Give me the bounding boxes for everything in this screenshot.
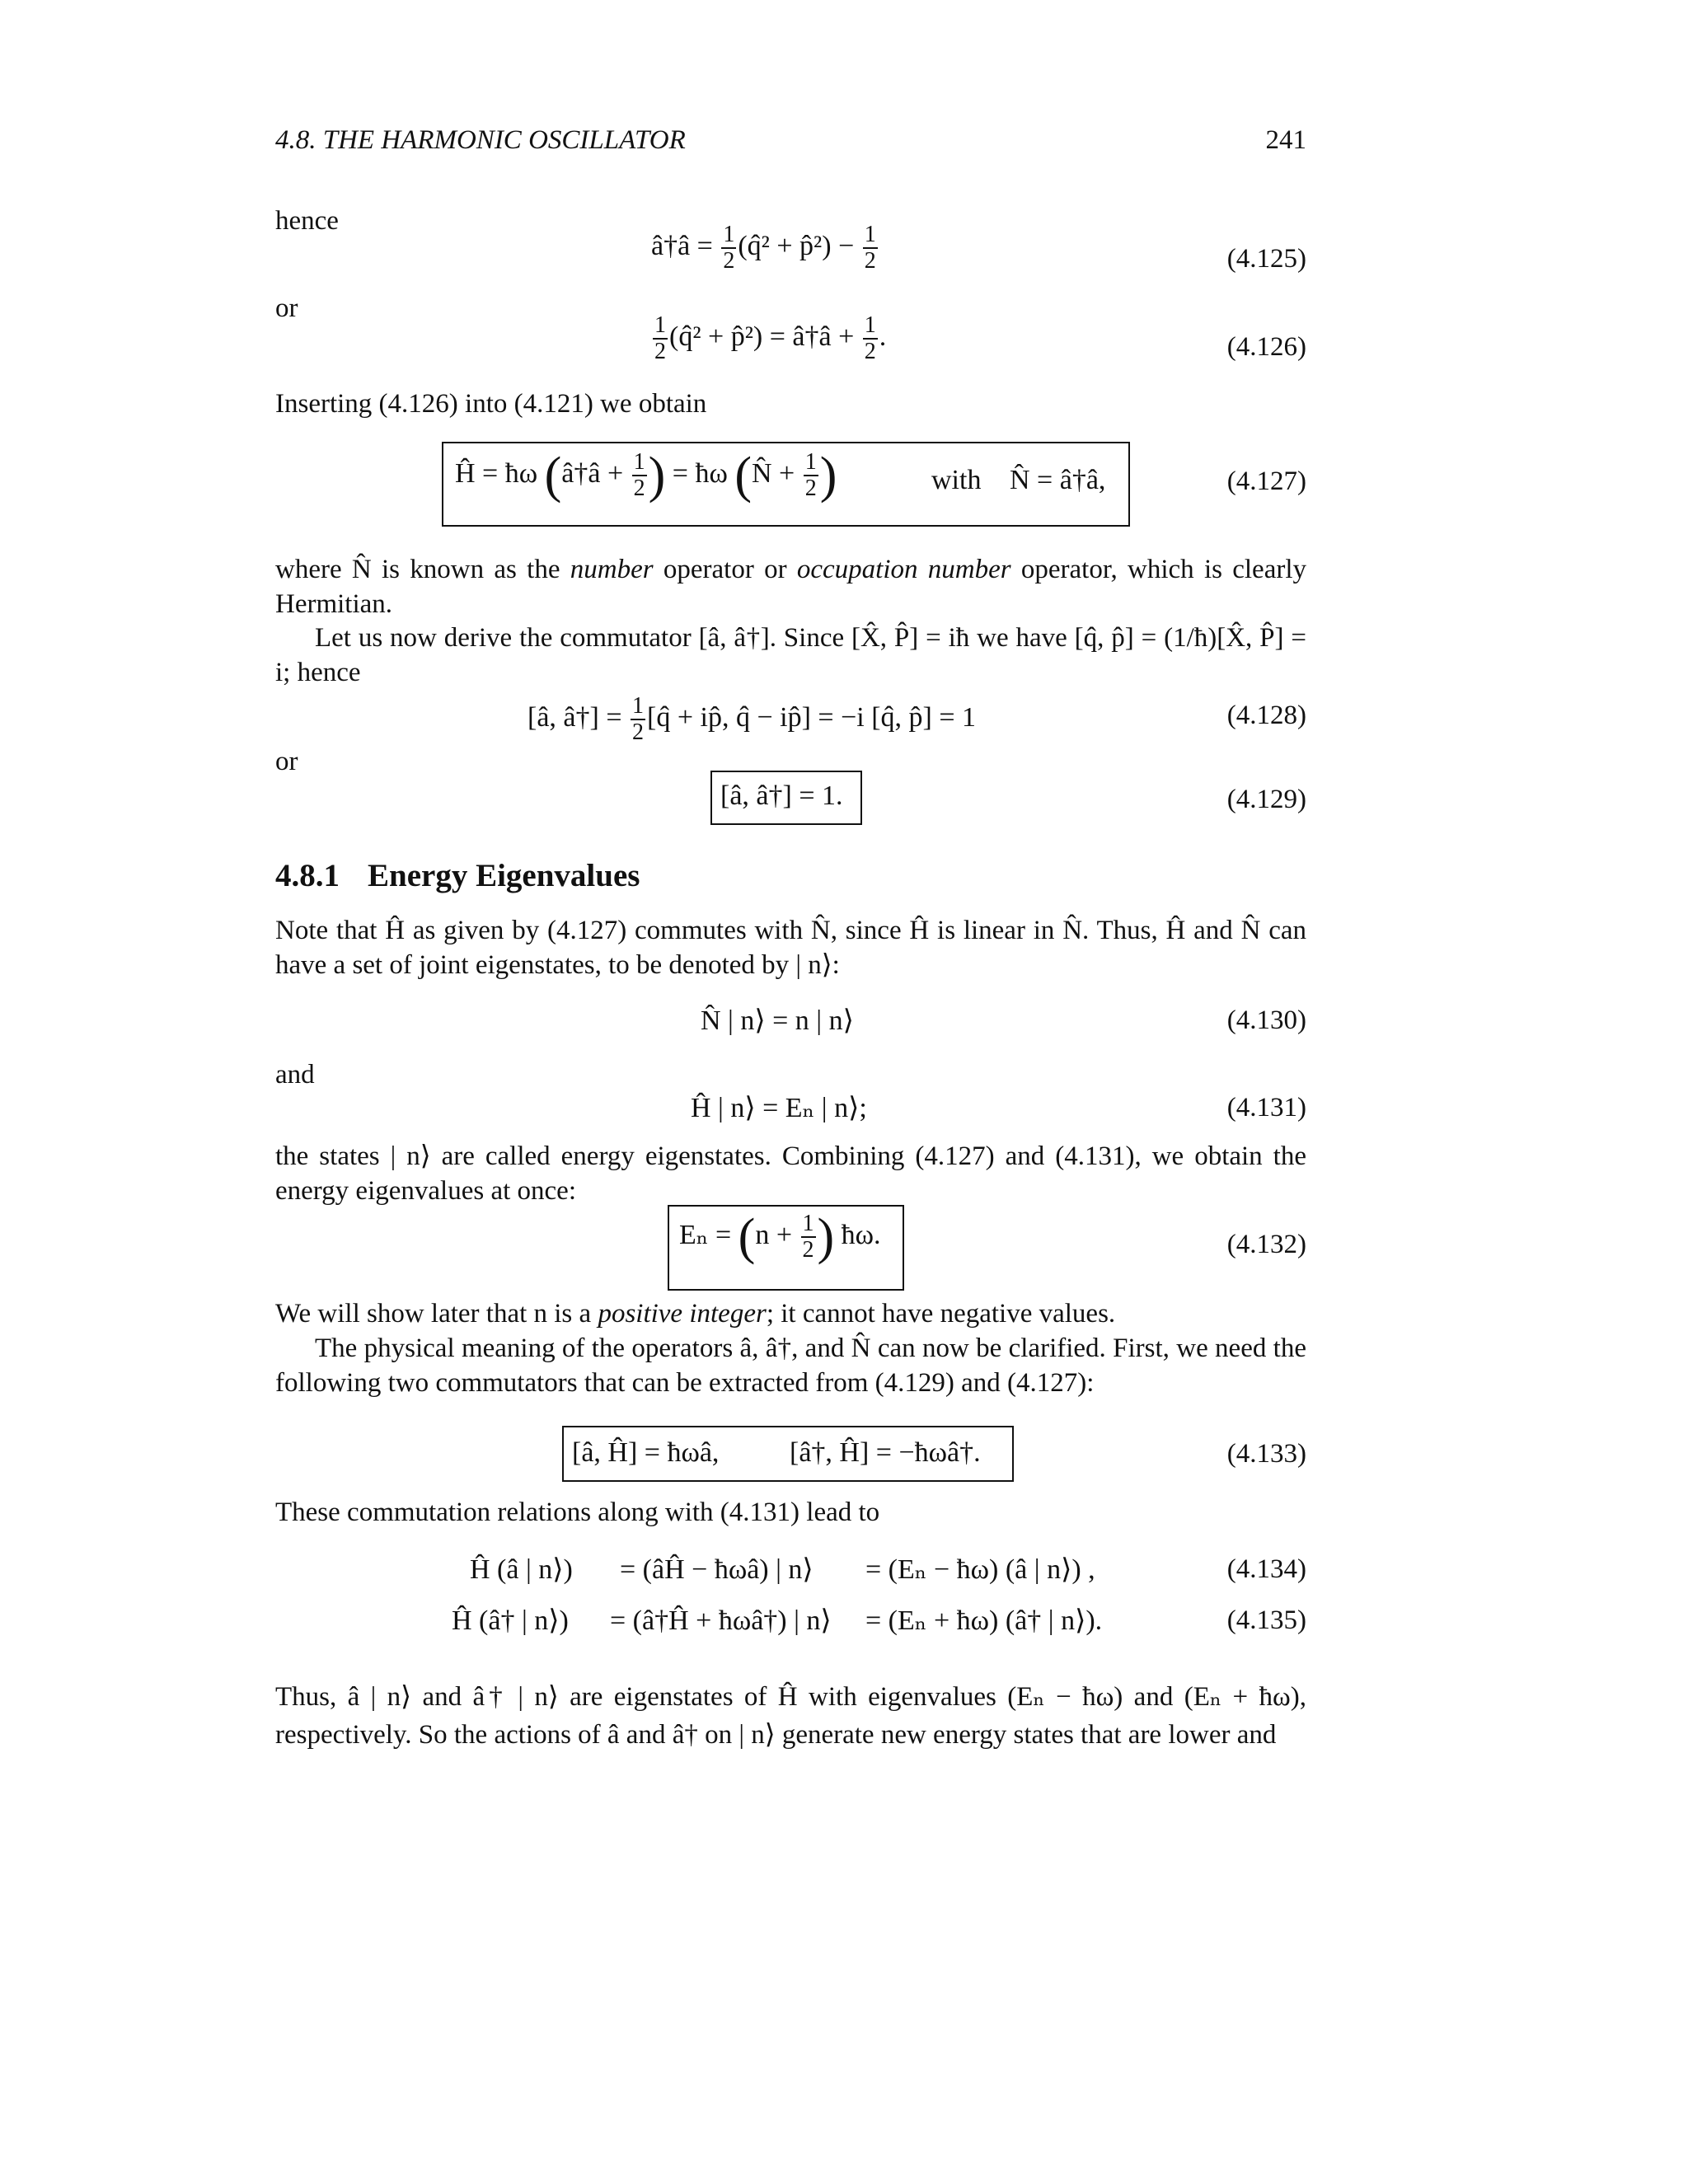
equation-number-4-128: (4.128) [1226, 701, 1306, 730]
equation-4-135-rhs: = (Eₙ + ħω) (â† | n⟩). [865, 1605, 1103, 1636]
text-and: and [275, 1060, 315, 1090]
paragraph-derive-commutator: Let us now derive the commutator [â, â†]. Since [X̂, P̂] = iħ we have [q̂, p̂] = (1/ħ)[X̂, P̂] = i; hence [275, 623, 1306, 687]
equation-number-4-125: (4.125) [1226, 244, 1306, 274]
equation-number-4-130: (4.130) [1226, 1005, 1306, 1035]
denominator: 2 [633, 476, 645, 501]
eq127-a: Ĥ = ħω [455, 457, 538, 489]
numerator: 1 [864, 222, 876, 247]
denominator: 2 [864, 248, 876, 274]
eq132-c: ħω. [834, 1219, 881, 1250]
denominator: 2 [632, 719, 645, 745]
left-paren: ( [738, 1209, 756, 1265]
equation-number-4-133: (4.133) [1226, 1439, 1306, 1469]
left-paren: ( [544, 448, 562, 504]
denominator: 2 [802, 1237, 814, 1263]
numerator: 1 [633, 449, 645, 475]
fraction-half [631, 694, 645, 745]
section-number: 4.8.1 [275, 858, 340, 893]
eq127-c: = ħω [665, 457, 728, 489]
equation-4-129: [â, â†] = 1. [720, 780, 843, 811]
equation-4-135-mid: = (â†Ĥ + ħωâ†) | n⟩ [610, 1605, 832, 1636]
paragraph-joint-eigenstates: Note that Ĥ as given by (4.127) commutes with N̂, since Ĥ is linear in N̂. Thus, Ĥ and N̂ can have a set of joint eigenstates, to be denoted by | n⟩: [275, 916, 1306, 980]
eq125-mid: (q̂² + p̂²) − [738, 230, 861, 261]
fraction-half [801, 1212, 816, 1263]
denominator: 2 [804, 476, 817, 501]
right-paren: ) [648, 448, 666, 504]
equation-4-133-left: [â, Ĥ] = ħωâ, [572, 1437, 720, 1468]
text-run: operator or [653, 555, 797, 584]
eq128-b: [q̂ + ip̂, q̂ − ip̂] = −i [q̂, p̂] = 1 [647, 701, 977, 733]
eq132-a: Eₙ = [679, 1219, 738, 1250]
section-title: Energy Eigenvalues [368, 858, 640, 893]
numerator: 1 [632, 693, 645, 719]
running-header-title: 4.8. THE HARMONIC OSCILLATOR [275, 125, 686, 155]
text-these-relations: These commutation relations along with (4.131) lead to [275, 1497, 880, 1527]
numerator: 1 [654, 312, 666, 338]
fraction-half [863, 223, 878, 274]
paragraph-positive-integer [275, 1296, 1306, 1331]
equation-4-130: N̂ | n⟩ = n | n⟩ [701, 1005, 854, 1036]
paragraph-physical-meaning: The physical meaning of the operators â, â†, and N̂ can now be clarified. First, we need the following two commutators that can be extracted from (4.129) and (4.127): [275, 1333, 1306, 1398]
text-or-2: or [275, 747, 298, 776]
eq125-lhs: â†â = [651, 230, 720, 261]
eq126-mid: (q̂² + p̂²) = â†â + [669, 321, 861, 352]
paragraph-energy-eigenstates: the states | n⟩ are called energy eigenstates. Combining (4.127) and (4.131), we obtain the energy eigenvalues at once: [275, 1141, 1306, 1206]
equation-4-134-lhs: Ĥ (â | n⟩) [470, 1554, 573, 1585]
numerator: 1 [864, 312, 876, 338]
eq127-with: with [931, 465, 982, 495]
equation-4-127 [455, 448, 837, 504]
equation-4-131: Ĥ | n⟩ = Eₙ | n⟩; [691, 1093, 867, 1123]
eq127-d: N̂ + [752, 457, 802, 489]
fraction-half [653, 313, 668, 364]
text-run-italic: positive integer [598, 1299, 767, 1329]
fraction-half [863, 313, 878, 364]
equation-number-4-134: (4.134) [1226, 1554, 1306, 1584]
denominator: 2 [864, 339, 876, 364]
fraction-half [804, 450, 818, 501]
equation-number-4-132: (4.132) [1226, 1230, 1306, 1259]
equation-4-133-right: [â†, Ĥ] = −ħωâ†. [790, 1437, 981, 1468]
text-run: operator, which is clearly Hermitian. [275, 555, 1306, 619]
text-run-italic: number [570, 555, 654, 584]
equation-4-135-lhs: Ĥ (â† | n⟩) [452, 1605, 569, 1636]
denominator: 2 [723, 248, 735, 274]
numerator: 1 [723, 222, 735, 247]
text-run: ; it cannot have negative values. [766, 1299, 1116, 1329]
eq128-a: [â, â†] = [528, 701, 630, 733]
eq127-e: N̂ = â†â, [1010, 465, 1106, 495]
fraction-half [721, 223, 736, 274]
text-or: or [275, 293, 298, 323]
equation-number-4-131: (4.131) [1226, 1093, 1306, 1122]
right-paren: ) [817, 1209, 835, 1265]
text-run-italic: occupation number [796, 555, 1011, 584]
right-paren: ) [819, 448, 837, 504]
text-inserting: Inserting (4.126) into (4.121) we obtain [275, 389, 707, 419]
section-heading [275, 857, 640, 894]
eq127-b: â†â + [561, 457, 631, 489]
denominator: 2 [654, 339, 666, 364]
numerator: 1 [802, 1211, 814, 1236]
text-run: where N̂ is known as the [275, 555, 570, 584]
equation-number-4-126: (4.126) [1226, 332, 1306, 362]
equation-4-134-rhs: = (Eₙ − ħω) (â | n⟩) , [865, 1554, 1095, 1585]
text-hence: hence [275, 206, 339, 236]
page-number: 241 [1265, 125, 1306, 155]
equation-4-128 [528, 694, 976, 745]
text-run: We will show later that n is a [275, 1299, 598, 1329]
equation-number-4-135: (4.135) [1226, 1605, 1306, 1635]
paragraph-ladder-operators: Thus, â | n⟩ and â† | n⟩ are eigenstates of Ĥ with eigenvalues (Eₙ − ħω) and (Eₙ + ħω), respectively. So the actions of â and â† on | n⟩ generate new energy states that are lower and [275, 1682, 1306, 1750]
eq126-end: . [879, 321, 887, 352]
equation-4-134-mid: = (âĤ − ħωâ) | n⟩ [620, 1554, 814, 1585]
equation-4-132 [679, 1209, 881, 1265]
equation-4-126 [651, 313, 886, 364]
fraction-half [632, 450, 647, 501]
numerator: 1 [804, 449, 817, 475]
equation-4-125 [651, 223, 879, 274]
eq132-b: n + [755, 1219, 799, 1250]
equation-number-4-129: (4.129) [1226, 785, 1306, 814]
left-paren: ( [734, 448, 752, 504]
equation-number-4-127: (4.127) [1226, 466, 1306, 496]
paragraph-number-operator [275, 552, 1306, 621]
